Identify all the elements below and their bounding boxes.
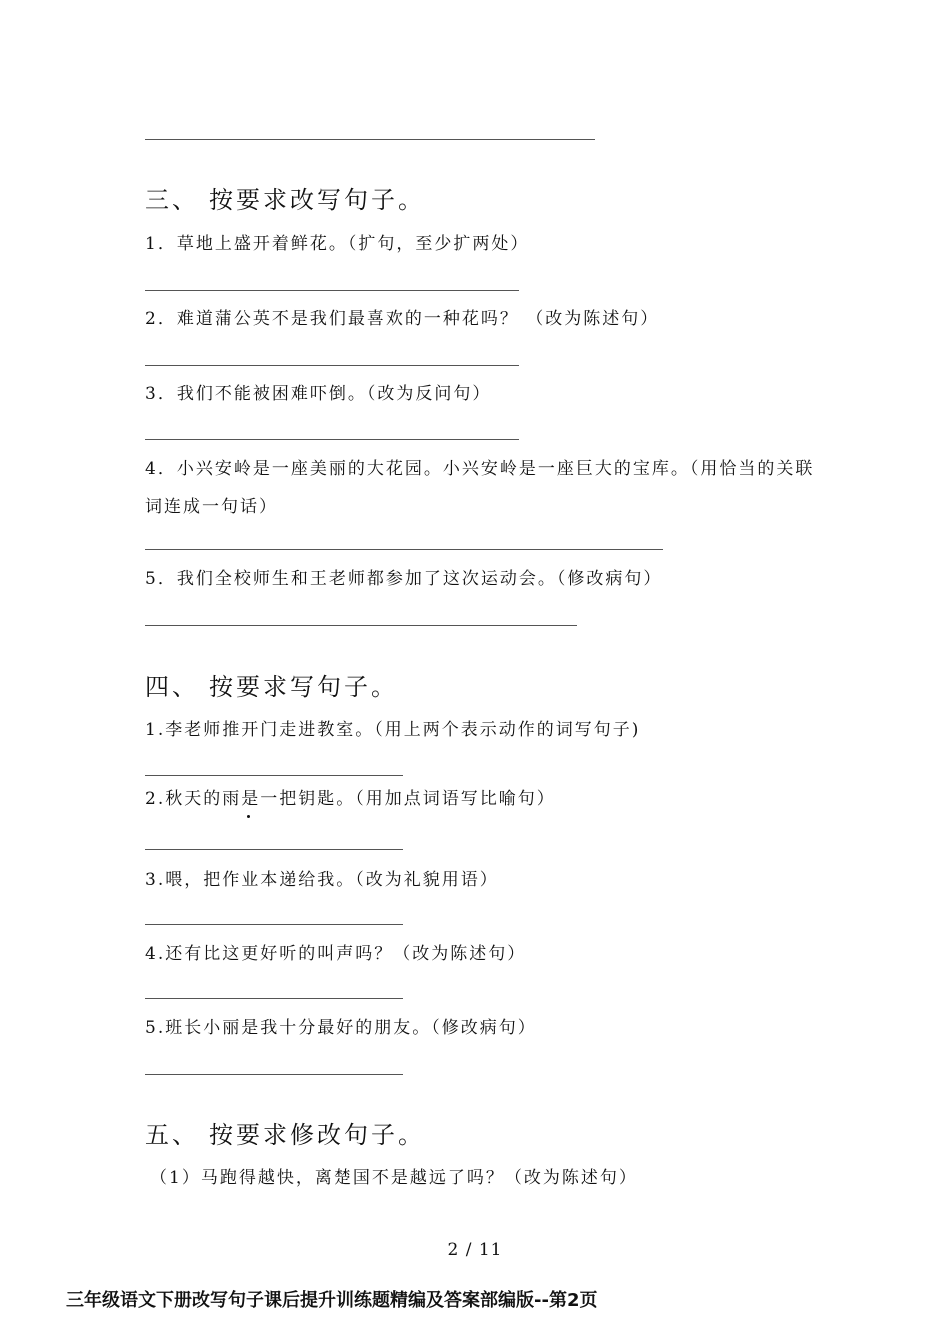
section-3-heading	[145, 180, 425, 215]
section-4-title: 按要求写句子。	[209, 673, 398, 701]
answer-line	[145, 439, 519, 440]
section-3-question-4: 4．小兴安岭是一座美丽的大花园。小兴安岭是一座巨大的宝库。（用恰当的关联词连成一句话）	[145, 459, 815, 517]
answer-line	[145, 290, 519, 291]
section-4-question-2: 2.秋天的雨是一把钥匙。（用加点词语写比喻句）	[145, 789, 556, 809]
section-3-question-3: 3．我们不能被困难吓倒。（改为反问句）	[145, 384, 492, 404]
answer-line	[145, 549, 663, 550]
section-5-number: 五、	[145, 1121, 199, 1149]
section-4-question-1: 1.李老师推开门走进教室。（用上两个表示动作的词写句子)	[145, 720, 641, 740]
answer-line	[145, 849, 403, 850]
section-3-question-1: 1．草地上盛开着鲜花。（扩句，至少扩两处）	[145, 234, 530, 254]
answer-line	[145, 924, 403, 925]
section-4-question-5: 5.班长小丽是我十分最好的朋友。（修改病句）	[145, 1018, 537, 1038]
footer-title: 三年级语文下册改写句子课后提升训练题精编及答案部编版--第2页	[66, 1290, 598, 1311]
section-3-question-5: 5．我们全校师生和王老师都参加了这次运动会。（修改病句）	[145, 569, 663, 589]
section-4-question-3: 3.喂，把作业本递给我。（改为礼貌用语）	[145, 870, 499, 890]
answer-line	[145, 1074, 403, 1075]
page-number: 2 / 11	[447, 1240, 503, 1260]
section-3-number: 三、	[145, 186, 199, 214]
answer-line	[145, 998, 403, 999]
section-5-question-1: （1）马跑得越快，离楚国不是越远了吗？（改为陈述句）	[150, 1168, 638, 1188]
section-3-title: 按要求改写句子。	[209, 186, 425, 214]
answer-line	[145, 365, 519, 366]
emphasis-dot	[247, 815, 250, 818]
section-5-heading	[145, 1115, 425, 1150]
answer-line	[145, 775, 403, 776]
section-4-question-4: 4.还有比这更好听的叫声吗？（改为陈述句）	[145, 944, 527, 964]
answer-line	[145, 625, 577, 626]
section-3-question-2: 2．难道蒲公英不是我们最喜欢的一种花吗？ （改为陈述句）	[145, 309, 660, 329]
section-5-title: 按要求修改句子。	[209, 1121, 425, 1149]
section-4-number: 四、	[145, 673, 199, 701]
answer-line	[145, 139, 595, 140]
section-4-heading	[145, 667, 398, 702]
